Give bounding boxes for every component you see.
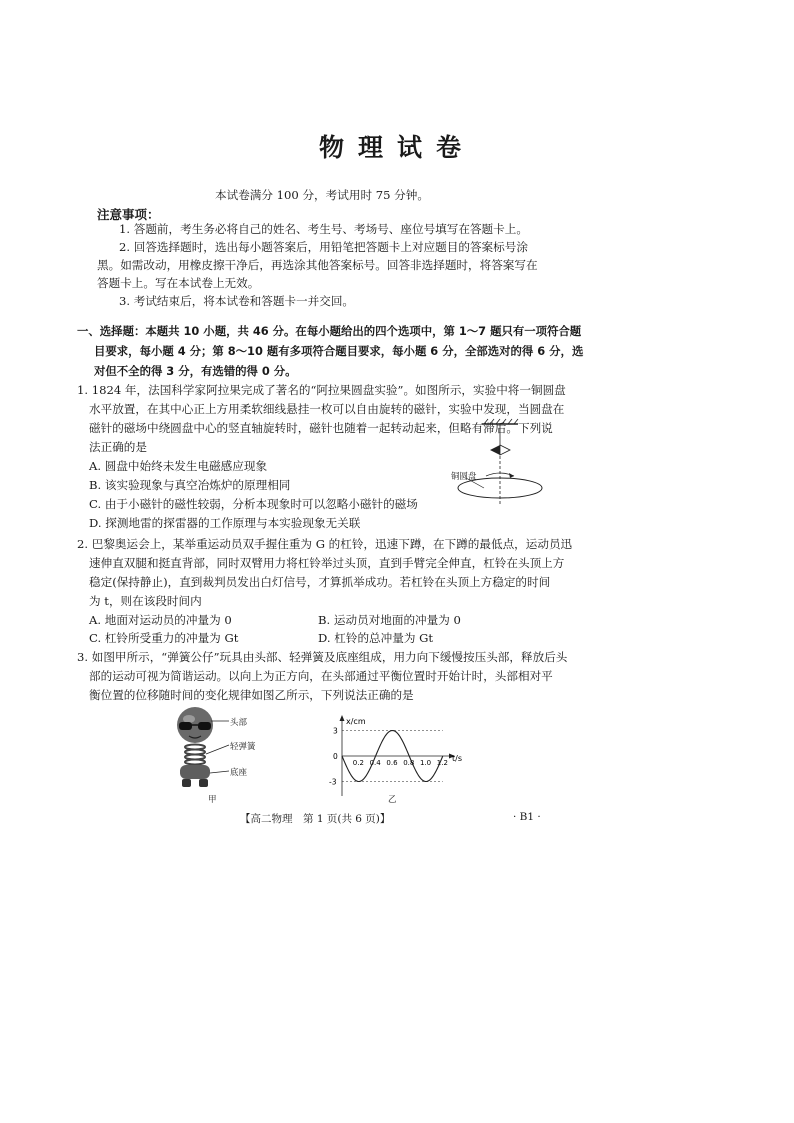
x-tick-label: 0.8: [403, 759, 415, 767]
notice-line: 2. 回答选择题时，选出每小题答案后，用铅笔把答题卡上对应题目的答案标号涂: [119, 240, 528, 254]
origin-label: 0: [333, 752, 338, 761]
y-axis-arrow: [340, 715, 345, 721]
q1-option-b: B. 该实验现象与真空冶炼炉的原理相同: [89, 478, 291, 492]
q1-disk-label: 铜圆盘: [451, 472, 477, 482]
x-tick-label: 0.4: [369, 759, 381, 767]
q1-arago-disk-figure: [448, 418, 558, 508]
q1-stem: 磁针的磁场中绕圆盘中心的竖直轴旋转时，磁针也随着一起转动起来，但略有滞后。下列说: [89, 421, 553, 435]
q2-option-a: A. 地面对运动员的冲量为 0: [89, 613, 232, 627]
notice-heading: 注意事项：: [97, 207, 160, 222]
section-heading: 目要求，每小题 4 分；第 8～10 题有多项符合题目要求，每小题 6 分，全部选对的得 6 分，选: [94, 344, 584, 358]
q3-stem: 3. 如图甲所示，“弹簧公仔”玩具由头部、轻弹簧及底座组成，用力向下缓慢按压头部，释放后头: [77, 650, 568, 664]
q1-stem: 1. 1824 年，法国科学家阿拉果完成了著名的“阿拉果圆盘实验”。如图所示，实验中将一铜圆盘: [77, 383, 566, 397]
page-title: 物理试卷: [318, 133, 475, 162]
x-axis-label: t/s: [452, 754, 462, 763]
q3-figure-jia-caption: 甲: [208, 795, 217, 805]
y-tick-label: -3: [329, 777, 337, 787]
notice-line: 3. 考试结束后，将本试卷和答题卡一并交回。: [119, 294, 355, 308]
x-tick-label: 1.2: [436, 759, 448, 767]
q2-stem: 2. 巴黎奥运会上，某举重运动员双手握住重为 G 的杠铃，迅速下蹲，在下蹲的最低点，运动员迅: [77, 537, 573, 551]
x-tick-label: 0.2: [352, 759, 364, 767]
q3-stem: 部的运动可视为简谐运动。以向上为正方向，在头部通过平衡位置时开始计时，头部相对平: [89, 669, 553, 683]
notice-line: 1. 答题前，考生务必将自己的姓名、考生号、考场号、座位号填写在答题卡上。: [119, 222, 528, 236]
x-tick-label: 1.0: [420, 759, 432, 767]
q2-option-c: C. 杠铃所受重力的冲量为 Gt: [89, 631, 239, 645]
q3-figure-yi-caption: 乙: [388, 795, 397, 805]
page-footer: 【高二物理 第 1 页(共 6 页)】: [240, 813, 391, 825]
exam-intro: 本试卷满分 100 分，考试用时 75 分钟。: [215, 188, 429, 202]
y-axis-label: x/cm: [346, 717, 366, 726]
q3-label-base: 底座: [230, 768, 248, 778]
q3-spring-toy-figure: [165, 705, 235, 791]
q1-option-c: C. 由于小磁针的磁性较弱，分析本现象时可以忽略小磁针的磁场: [89, 497, 418, 511]
q3-stem: 衡位置的位移随时间的变化规律如图乙所示，下列说法正确的是: [89, 688, 414, 702]
notice-line: 黑。如需改动，用橡皮擦干净后，再选涂其他答案标号。回答非选择题时，将答案写在: [97, 258, 538, 272]
q1-option-d: D. 探测地雷的探雷器的工作原理与本实验现象无关联: [89, 516, 361, 530]
section-heading: 对但不全的得 3 分，有选错的得 0 分。: [94, 364, 297, 378]
y-tick-label: 3: [333, 726, 338, 736]
q1-stem: 法正确的是: [89, 440, 147, 454]
x-tick-label: 0.6: [386, 759, 398, 767]
q1-stem: 水平放置，在其中心正上方用柔软细线悬挂一枚可以自由旋转的磁针，实验中发现，当圆盘在: [89, 402, 565, 416]
q2-stem: 稳定(保持静止)，直到裁判员发出白灯信号，才算抓举成功。若杠铃在头顶上方稳定的时间: [89, 575, 551, 589]
page-code: · B1 ·: [513, 811, 541, 823]
q3-label-spring: 轻弹簧: [230, 742, 256, 752]
q2-stem: 为 t，则在该段时间内: [89, 594, 202, 608]
section-heading: 一、选择题：本题共 10 小题，共 46 分。在每小题给出的四个选项中，第 1～7 题只有一项符合题: [77, 324, 582, 338]
q3-xt-graph: [318, 712, 468, 800]
q3-label-head: 头部: [230, 718, 248, 728]
notice-line: 答题卡上。写在本试卷上无效。: [97, 276, 260, 290]
q2-stem: 速伸直双腿和挺直背部，同时双臂用力将杠铃举过头顶，直到手臂完全伸直，杠铃在头顶上方: [89, 556, 565, 570]
q2-option-b: B. 运动员对地面的冲量为 0: [318, 613, 461, 627]
q2-option-d: D. 杠铃的总冲量为 Gt: [318, 631, 434, 645]
q1-option-a: A. 圆盘中始终未发生电磁感应现象: [89, 459, 268, 473]
